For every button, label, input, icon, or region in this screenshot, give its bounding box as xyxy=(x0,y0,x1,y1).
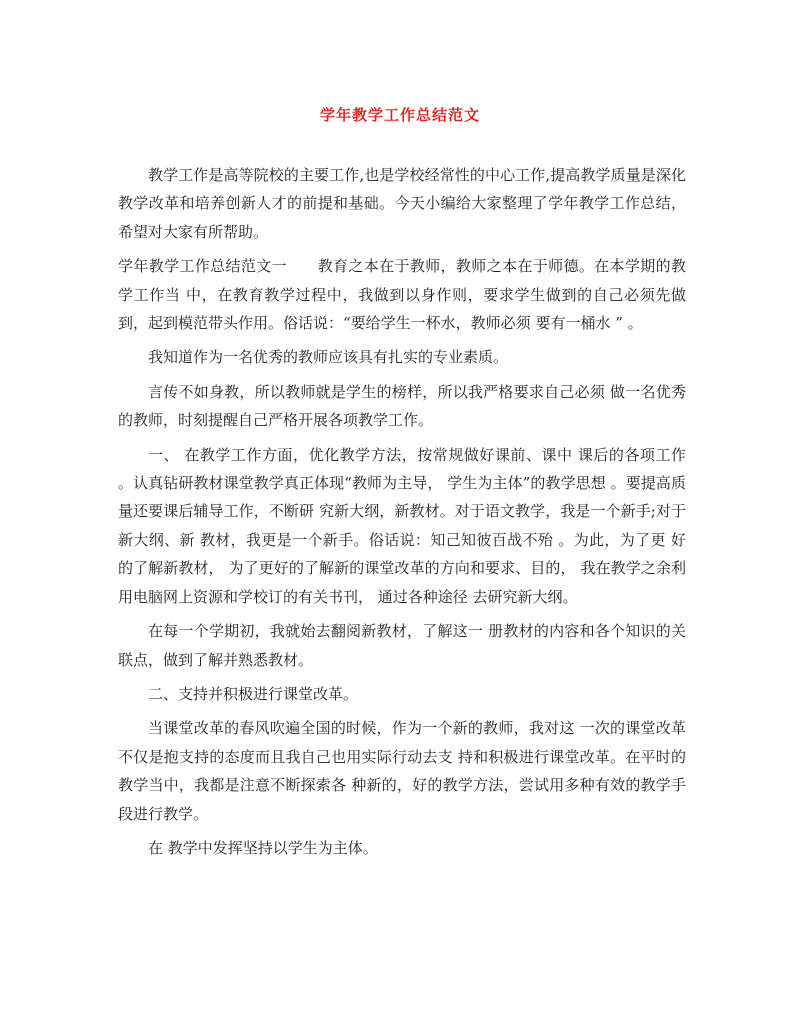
paragraph: 在每一个学期初，我就始去翻阅新教材，了解这一 册教材的内容和各个知识的关联点，做到了解并熟悉教材。 xyxy=(118,622,686,669)
paragraph: 当课堂改革的春风吹遍全国的时候，作为一个新的教师，我对这 一次的课堂改革不仅是抱支持的态度而且我自己也用实际行动去支 持和积极进行课堂改革。在平时的教学当中，我都是注意不断探索各 种新的，好的教学方法，尝试用多种有效的教学手段进行教学。 xyxy=(118,719,686,823)
document-body xyxy=(118,161,686,868)
paragraph: 教学工作是高等院校的主要工作,也是学校经常性的中心工作,提高教学质量是深化教学改革和培养创新人才的前提和基础。今天小编给大家整理了学年教学工作总结，希望对大家有所帮助。 xyxy=(118,166,686,241)
paragraph: 言传不如身教，所以教师就是学生的榜样，所以我严格要求自己必须 做一名优秀的教师，时刻提醒自己严格开展各项教学工作。 xyxy=(118,382,686,430)
paragraph: 二、支持并积极进行课堂改革。 xyxy=(148,684,359,703)
paragraph: 学年教学工作总结范文一 教育之本在于教师，教师之本在于师德。在本学期的教学工作当 中，在教育教学过程中，我做到以身作则，要求学生做到的自己必须先做到，起到模范带头作用。俗话说：“要给学生一杯水，教师必须 要有一桶水 ” 。 xyxy=(118,257,686,333)
paragraph: 我知道作为一名优秀的教师应该具有扎实的专业素质。 xyxy=(148,348,509,367)
document-title: 学年教学工作总结范文 xyxy=(319,106,480,124)
paragraph: 一、 在教学工作方面，优化教学方法，按常规做好课前、课中 课后的各项工作 。认真钻研教材课堂教学真正体现“教师为主导， 学生为主体”的教学思想 。要提高质量还要课后辅导工作，不断研 究新大纲，新教材。对于语文教学，我是一个新手;对于新大纲、新 教材，我更是一个新手。俗话说：知己知彼百战不殆 。为此，为了更 好的了解新教材， 为了更好的了解新的课堂改革的方向和要求、目的， 我在教学之余利用电脑网上资源和学校订的有关书刊， 通过各种途径 去研究新大纲。 xyxy=(118,445,686,606)
paragraph: 在 教学中发挥坚持以学生为主体。 xyxy=(148,838,378,857)
